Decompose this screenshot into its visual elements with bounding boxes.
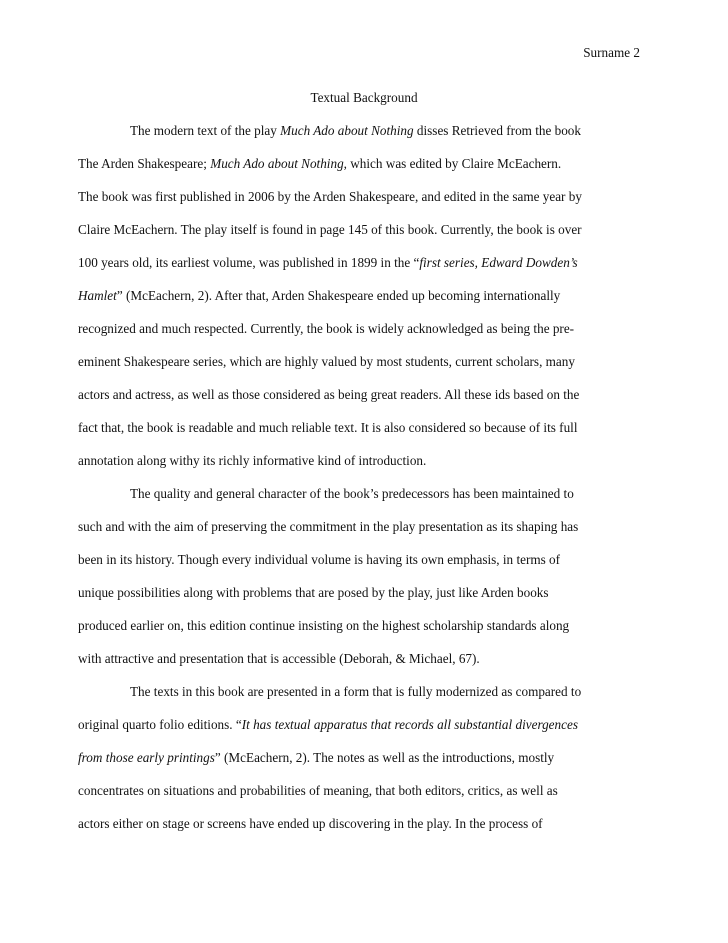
paragraph-1-line-10: fact that, the book is readable and much reliable text. It is also considered so because of its full (78, 420, 578, 435)
paragraph-1-line-8: eminent Shakespeare series, which are highly valued by most students, current scholars, many (78, 354, 575, 369)
paragraph-3-line-4: concentrates on situations and probabilities of meaning, that both editors, critics, as well as (78, 783, 558, 798)
paragraph-1-line-2: The Arden Shakespeare; Much Ado about Nothing, which was edited by Claire McEachern. (78, 156, 562, 171)
paragraph-1-line-1: The modern text of the play Much Ado about Nothing disses Retrieved from the book (130, 123, 581, 138)
paragraph-3-line-1: The texts in this book are presented in a form that is fully modernized as compared to (130, 684, 582, 699)
paragraph-1-line-9: actors and actress, as well as those considered as being great readers. All these ids based on the (78, 387, 580, 402)
paragraph-3-line-3: from those early printings” (McEachern, 2). The notes as well as the introductions, mostly (78, 750, 555, 765)
paragraph-2-line-3: been in its history. Though every individual volume is having its own emphasis, in terms of (78, 552, 561, 567)
paragraph-1-line-3: The book was first published in 2006 by the Arden Shakespeare, and edited in the same year by (78, 189, 582, 204)
paragraph-2-line-4: unique possibilities along with problems that are posed by the play, just like Arden books (78, 585, 549, 600)
paragraph-1-line-6: Hamlet” (McEachern, 2). After that, Arden Shakespeare ended up becoming internationally (78, 288, 561, 303)
paragraph-2-line-6: with attractive and presentation that is accessible (Deborah, & Michael, 67). (78, 651, 480, 666)
section-title: Textual Background (310, 90, 418, 105)
paragraph-1-line-11: annotation along withy its richly informative kind of introduction. (78, 453, 427, 468)
running-head: Surname 2 (583, 45, 640, 60)
paragraph-2-line-1: The quality and general character of the book’s predecessors has been maintained to (130, 486, 574, 501)
paragraph-3-line-2: original quarto folio editions. “It has textual apparatus that records all substantial divergences (78, 717, 578, 732)
paragraph-1-line-7: recognized and much respected. Currently, the book is widely acknowledged as being the pre- (78, 321, 575, 336)
paragraph-3-line-5: actors either on stage or screens have ended up discovering in the play. In the process of (78, 816, 543, 831)
paragraph-1-line-4: Claire McEachern. The play itself is found in page 145 of this book. Currently, the book is over (78, 222, 582, 237)
paragraph-2-line-5: produced earlier on, this edition continue insisting on the highest scholarship standards along (78, 618, 570, 633)
paragraph-2-line-2: such and with the aim of preserving the commitment in the play presentation as its shaping has (78, 519, 579, 534)
paragraph-1-line-5: 100 years old, its earliest volume, was published in 1899 in the “first series, Edward Dowden’s (78, 255, 578, 270)
